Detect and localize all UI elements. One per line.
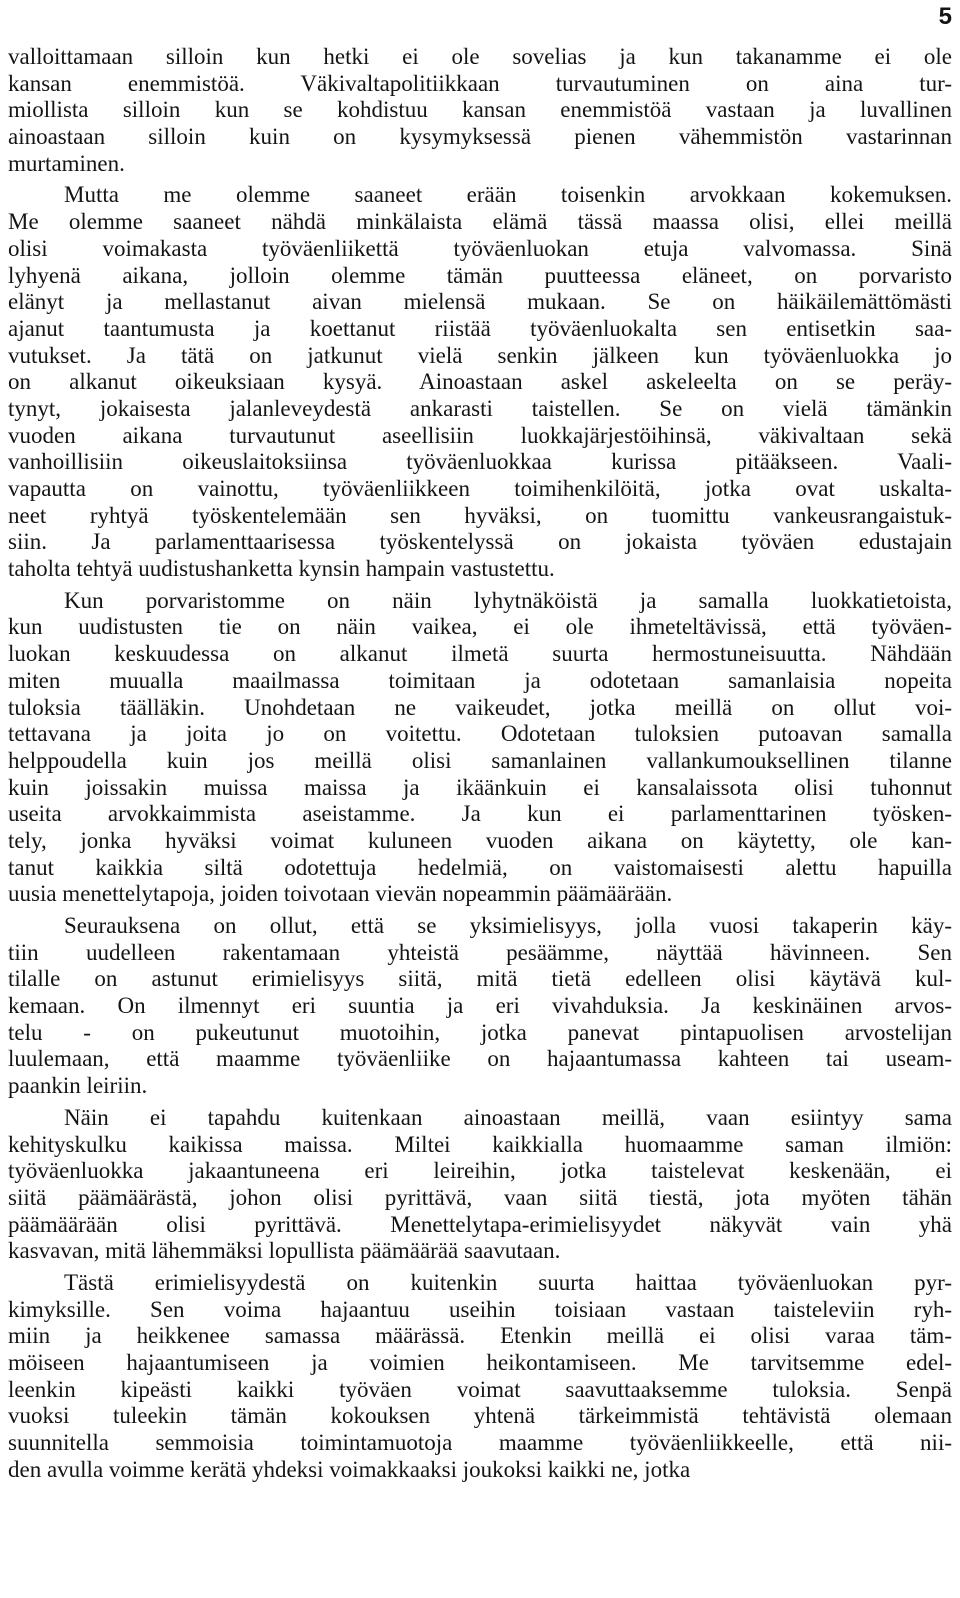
text-line: helppoudella kuin jos meillä olisi samanlainen vallankumouksellinen tilanne bbox=[8, 747, 952, 773]
text-line: ainoastaan silloin kuin on kysymyksessä pienen vähemmistön vastarinnan bbox=[8, 124, 952, 150]
text-line: vuoden aikana turvautunut aseellisiin luokkajärjestöihinsä, väkivaltaan sekä bbox=[8, 422, 952, 448]
text-line: kimyksille. Sen voima hajaantuu useihin toisiaan vastaan taisteleviin ryh- bbox=[8, 1296, 952, 1322]
paragraph-1 bbox=[8, 44, 952, 177]
paragraph-6 bbox=[8, 1270, 952, 1484]
text-line: siitä päämäärästä, johon olisi pyrittävä, vaan siitä tiestä, jota myöten tähän bbox=[8, 1184, 952, 1210]
text-line: tuloksia täälläkin. Unohdetaan ne vaikeudet, jotka meillä on ollut voi- bbox=[8, 694, 952, 720]
page-number: 5 bbox=[938, 3, 952, 30]
text-line: miten muualla maailmassa toimitaan ja odotetaan samanlaisia nopeita bbox=[8, 667, 952, 693]
text-line: murtaminen. bbox=[8, 150, 125, 176]
text-line: tanut kaikkia siltä odotettuja hedelmiä, on vaistomaisesti alettu hapuilla bbox=[8, 854, 952, 880]
text-line: Mutta me olemme saaneet erään toisenkin arvokkaan kokemuksen. bbox=[64, 182, 952, 208]
paragraph-4 bbox=[8, 913, 952, 1100]
text-line: ajanut taantumusta ja koettanut riistää työväenluokalta sen entisetkin saa- bbox=[8, 315, 952, 341]
paragraph-5 bbox=[8, 1105, 952, 1265]
text-line: vapautta on vainottu, työväenliikkeen toimihenkilöitä, jotka ovat uskalta- bbox=[8, 476, 952, 501]
paragraph-2 bbox=[8, 182, 952, 582]
text-line: luulemaan, että maamme työväenliike on hajaantumassa kahteen tai useam- bbox=[8, 1046, 952, 1072]
text-line: miollista silloin kun se kohdistuu kansan enemmistöä vastaan ja luvallinen bbox=[8, 97, 952, 123]
text-line: kun uudistusten tie on näin vaikea, ei ole ihmeteltävissä, että työväen- bbox=[8, 614, 952, 640]
text-line: lyhyenä aikana, jolloin olemme tämän puutteessa eläneet, on porvaristo bbox=[8, 262, 952, 288]
document-body bbox=[8, 44, 952, 1483]
text-line: vutukset. Ja tätä on jatkunut vielä senkin jälkeen kun työväenluokka jo bbox=[8, 342, 952, 368]
text-line: kehityskulku kaikissa maissa. Miltei kaikkialla huomaamme saman ilmiön: bbox=[8, 1131, 952, 1157]
text-line: taholta tehtyä uudistushanketta kynsin hampain vastustettu. bbox=[8, 556, 555, 582]
text-line: tiin uudelleen rakentamaan yhteistä pesäämme, näyttää hävinneen. Sen bbox=[8, 939, 952, 965]
text-line: on alkanut oikeuksiaan kysyä. Ainoastaan askel askeleelta on se peräy- bbox=[8, 369, 952, 395]
text-line: päämäärään olisi pyrittävä. Menettelytapa-erimielisyydet näkyvät vain yhä bbox=[8, 1211, 952, 1237]
text-line: neet ryhtyä työskentelemään sen hyväksi, on tuomittu vankeusrangaistuk- bbox=[8, 502, 952, 528]
text-line: vanhoillisiin oikeuslaitoksiinsa työväenluokkaa kurissa pitääkseen. Vaali- bbox=[8, 449, 952, 475]
text-line: vuoksi tuleekin tämän kokouksen yhtenä tärkeimmistä tehtävistä olemaan bbox=[8, 1403, 952, 1429]
text-line: kuin joissakin muissa maissa ja ikäänkuin ei kansalaissota olisi tuhonnut bbox=[8, 774, 952, 800]
text-line: siin. Ja parlamenttaarisessa työskentelyssä on jokaista työväen edustajain bbox=[8, 529, 952, 555]
text-line: leenkin kipeästi kaikki työväen voimat saavuttaaksemme tuloksia. Senpä bbox=[8, 1376, 952, 1402]
text-line: miin ja heikkenee samassa määrässä. Etenkin meillä ei olisi varaa täm- bbox=[8, 1323, 952, 1349]
text-line: tynyt, jokaisesta jalanleveydestä ankarasti taistellen. Se on vielä tämänkin bbox=[8, 395, 952, 421]
text-line: den avulla voimme kerätä yhdeksi voimakkaaksi joukoksi kaikki ne, jotka bbox=[8, 1456, 691, 1482]
text-line: kansan enemmistöä. Väkivaltapolitiikkaan turvautuminen on aina tur- bbox=[8, 70, 952, 96]
text-line: työväenluokka jakaantuneena eri leireihin, jotka taistelevat keskenään, ei bbox=[8, 1158, 952, 1184]
text-line: luokan keskuudessa on alkanut ilmetä suurta hermostuneisuutta. Nähdään bbox=[8, 641, 952, 667]
text-line: uusia menettelytapoja, joiden toivotaan vievän nopeammin päämäärään. bbox=[8, 881, 673, 907]
text-line: elänyt ja mellastanut aivan mielensä mukaan. Se on häikäilemättömästi bbox=[8, 289, 952, 315]
text-line: möiseen hajaantumiseen ja voimien heikontamiseen. Me tarvitsemme edel- bbox=[8, 1350, 952, 1375]
text-line: Kun porvaristomme on näin lyhytnäköistä ja samalla luokkatietoista, bbox=[64, 587, 952, 613]
text-line: olisi voimakasta työväenliikettä työväenluokan etuja valvomassa. Sinä bbox=[8, 235, 952, 261]
text-line: telu - on pukeutunut muotoihin, jotka panevat pintapuolisen arvostelijan bbox=[8, 1019, 952, 1045]
text-line: kemaan. On ilmennyt eri suuntia ja eri vivahduksia. Ja keskinäinen arvos- bbox=[8, 993, 952, 1019]
text-line: Tästä erimielisyydestä on kuitenkin suurta haittaa työväenluokan pyr- bbox=[64, 1269, 952, 1295]
text-line: suunnitella semmoisia toimintamuotoja maamme työväenliikkeelle, että nii- bbox=[8, 1430, 952, 1456]
text-line: Seurauksena on ollut, että se yksimielisyys, jolla vuosi takaperin käy- bbox=[64, 913, 952, 938]
text-line: tely, jonka hyväksi voimat kuluneen vuoden aikana on käytetty, ole kan- bbox=[8, 827, 952, 853]
paragraph-3 bbox=[8, 588, 952, 908]
text-line: valloittamaan silloin kun hetki ei ole sovelias ja kun takanamme ei ole bbox=[8, 44, 952, 69]
text-line: Me olemme saaneet nähdä minkälaista elämä tässä maassa olisi, ellei meillä bbox=[8, 209, 952, 235]
text-line: paankin leiriin. bbox=[8, 1073, 148, 1099]
text-line: tilalle on astunut erimielisyys siitä, mitä tietä edelleen olisi käytävä kul- bbox=[8, 966, 952, 992]
text-line: kasvavan, mitä lähemmäksi lopullista päämäärää saavutaan. bbox=[8, 1238, 561, 1264]
text-line: Näin ei tapahdu kuitenkaan ainoastaan meillä, vaan esiintyy sama bbox=[64, 1104, 952, 1130]
text-line: tettavana ja joita jo on voitettu. Odotetaan tuloksien putoavan samalla bbox=[8, 721, 952, 747]
text-line: useita arvokkaimmista aseistamme. Ja kun ei parlamenttarinen työsken- bbox=[8, 801, 952, 827]
